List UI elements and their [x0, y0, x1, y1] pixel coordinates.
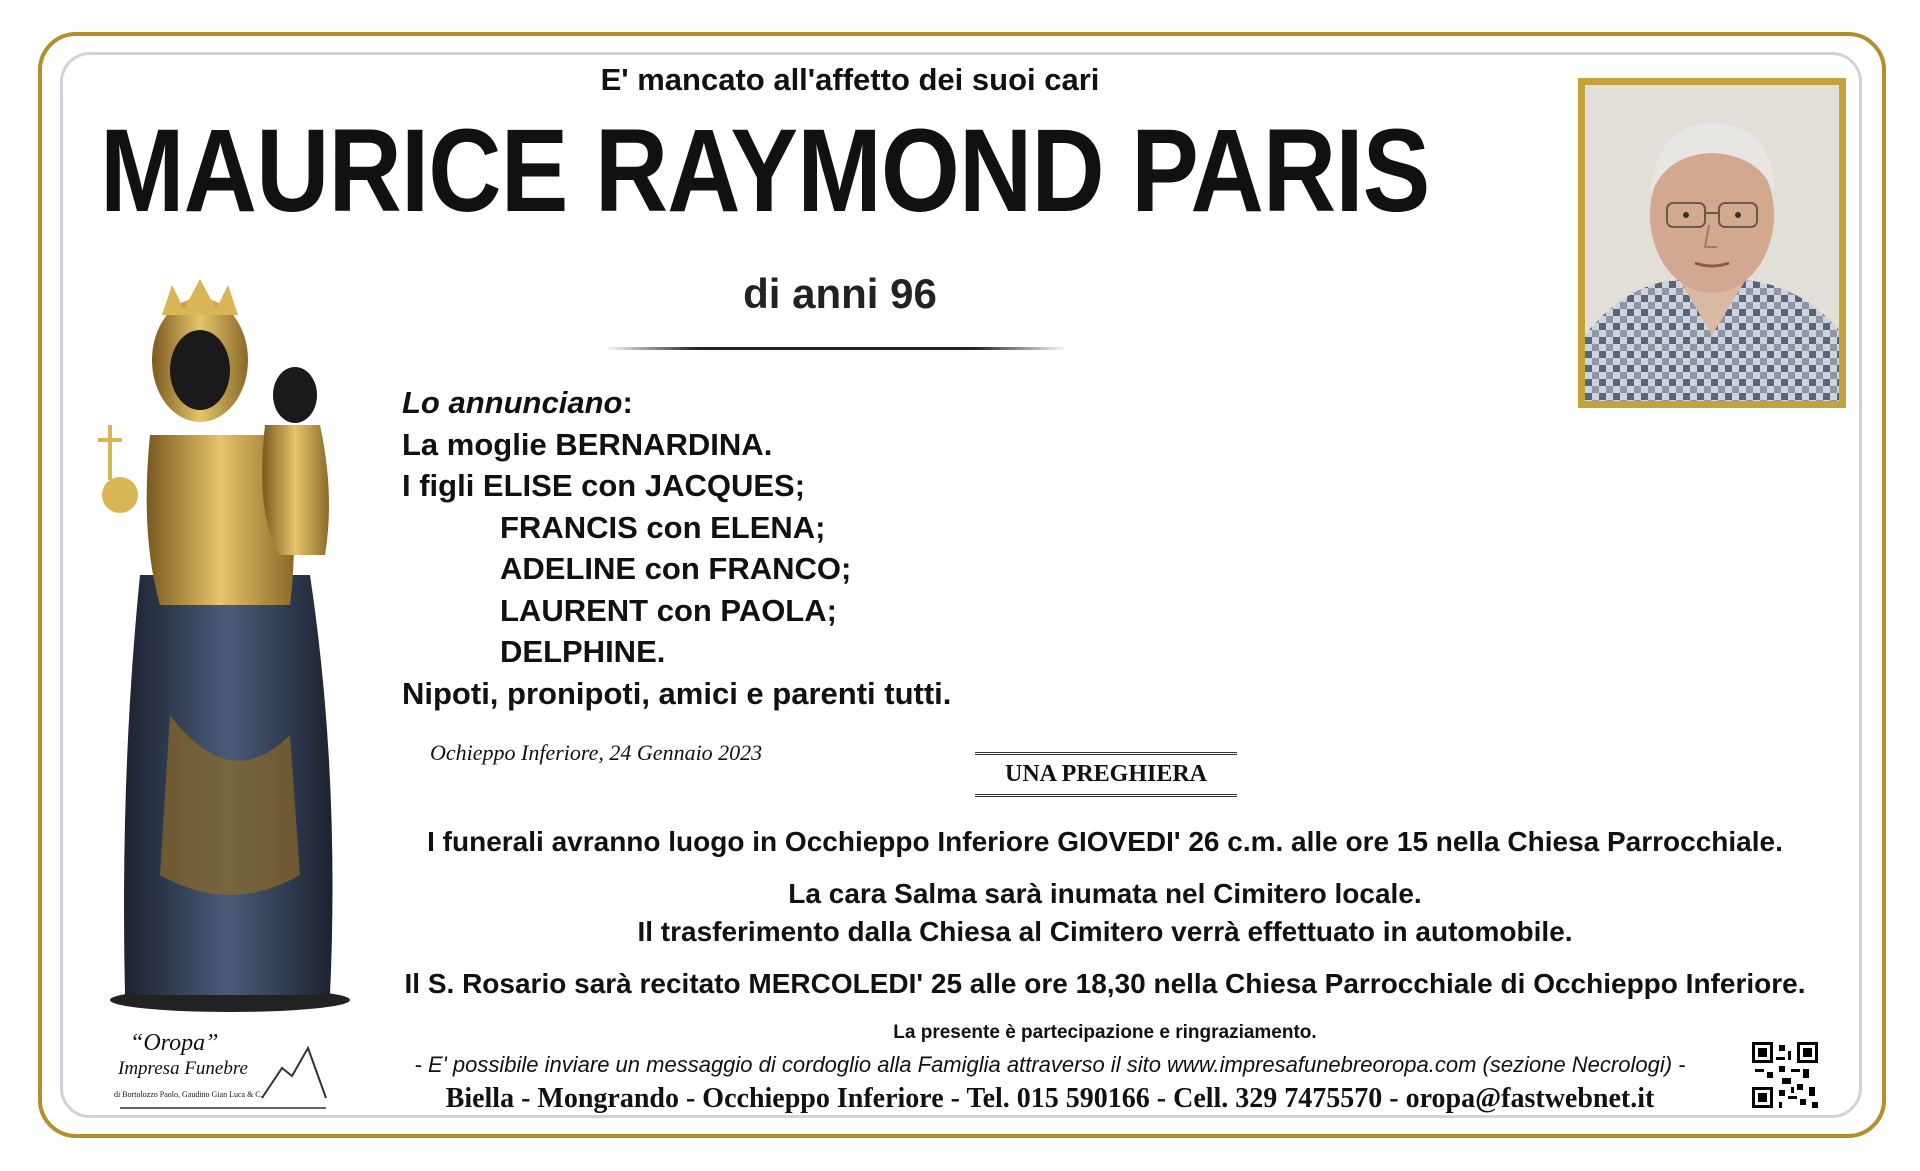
prayer-label: UNA PREGHIERA: [975, 752, 1237, 797]
madonna-statue-image: [80, 275, 370, 1015]
announcement-line: ADELINE con FRANCO;: [500, 551, 852, 586]
qr-code[interactable]: [1752, 1042, 1818, 1108]
logo-subtitle: Impresa Funebre: [118, 1058, 248, 1079]
announcement-line: I figli ELISE con JACQUES;: [402, 468, 806, 503]
funeral-line: I funerali avranno luogo in Occhieppo Inferiore GIOVEDI' 26 c.m. alle ore 15 nella Chiesa Parrocchiale.: [427, 826, 1783, 857]
age-text: di anni 96: [743, 270, 937, 317]
announcement-line: La moglie BERNARDINA.: [402, 426, 773, 462]
divider-rule: [605, 347, 1067, 350]
burial-line: La cara Salma sarà inumata nel Cimitero locale.: [788, 878, 1422, 909]
announcement-block: [402, 382, 951, 714]
condolence-message: - E' possibile inviare un messaggio di cordoglio alla Famiglia attraverso il sito www.impresafunebreoropa.com (sezione Necrologi) -: [414, 1052, 1686, 1077]
announcement-line: FRANCIS con ELENA;: [500, 509, 826, 545]
portrait-image: [1585, 85, 1839, 401]
deceased-name: MAURICE RAYMOND PARIS: [100, 105, 1430, 237]
transfer-line: Il trasferimento dalla Chiesa al Cimitero verrà effettuato in automobile.: [637, 916, 1573, 947]
logo-small-text: di Bortolozzo Paolo, Gaudino Gian Luca & C.: [114, 1090, 263, 1099]
thanks-text: La presente è partecipazione e ringraziamento.: [893, 1022, 1317, 1043]
portrait-photo: [1578, 78, 1846, 408]
logo-name: “Oropa”: [130, 1030, 219, 1056]
rosary-line: Il S. Rosario sarà recitato MERCOLEDI' 25 alle ore 18,30 nella Chiesa Parrocchiale di Occhieppo Inferiore.: [404, 968, 1806, 999]
announcement-lead: Lo annunciano:: [402, 385, 633, 420]
qr-code-icon: [1752, 1042, 1818, 1108]
place-date: Ochieppo Inferiore, 24 Gennaio 2023: [430, 740, 763, 765]
announcement-line: LAURENT con PAOLA;: [500, 592, 837, 628]
contact-line: Biella - Mongrando - Occhieppo Inferiore - Tel. 015 590166 - Cell. 329 7475570 - oropa@fastwebnet.it: [445, 1083, 1655, 1114]
announcement-line: DELPHINE.: [500, 634, 666, 669]
announcement-line: Nipoti, pronipoti, amici e parenti tutti.: [402, 675, 952, 711]
intro-text: E' mancato all'affetto dei suoi cari: [600, 62, 1100, 97]
